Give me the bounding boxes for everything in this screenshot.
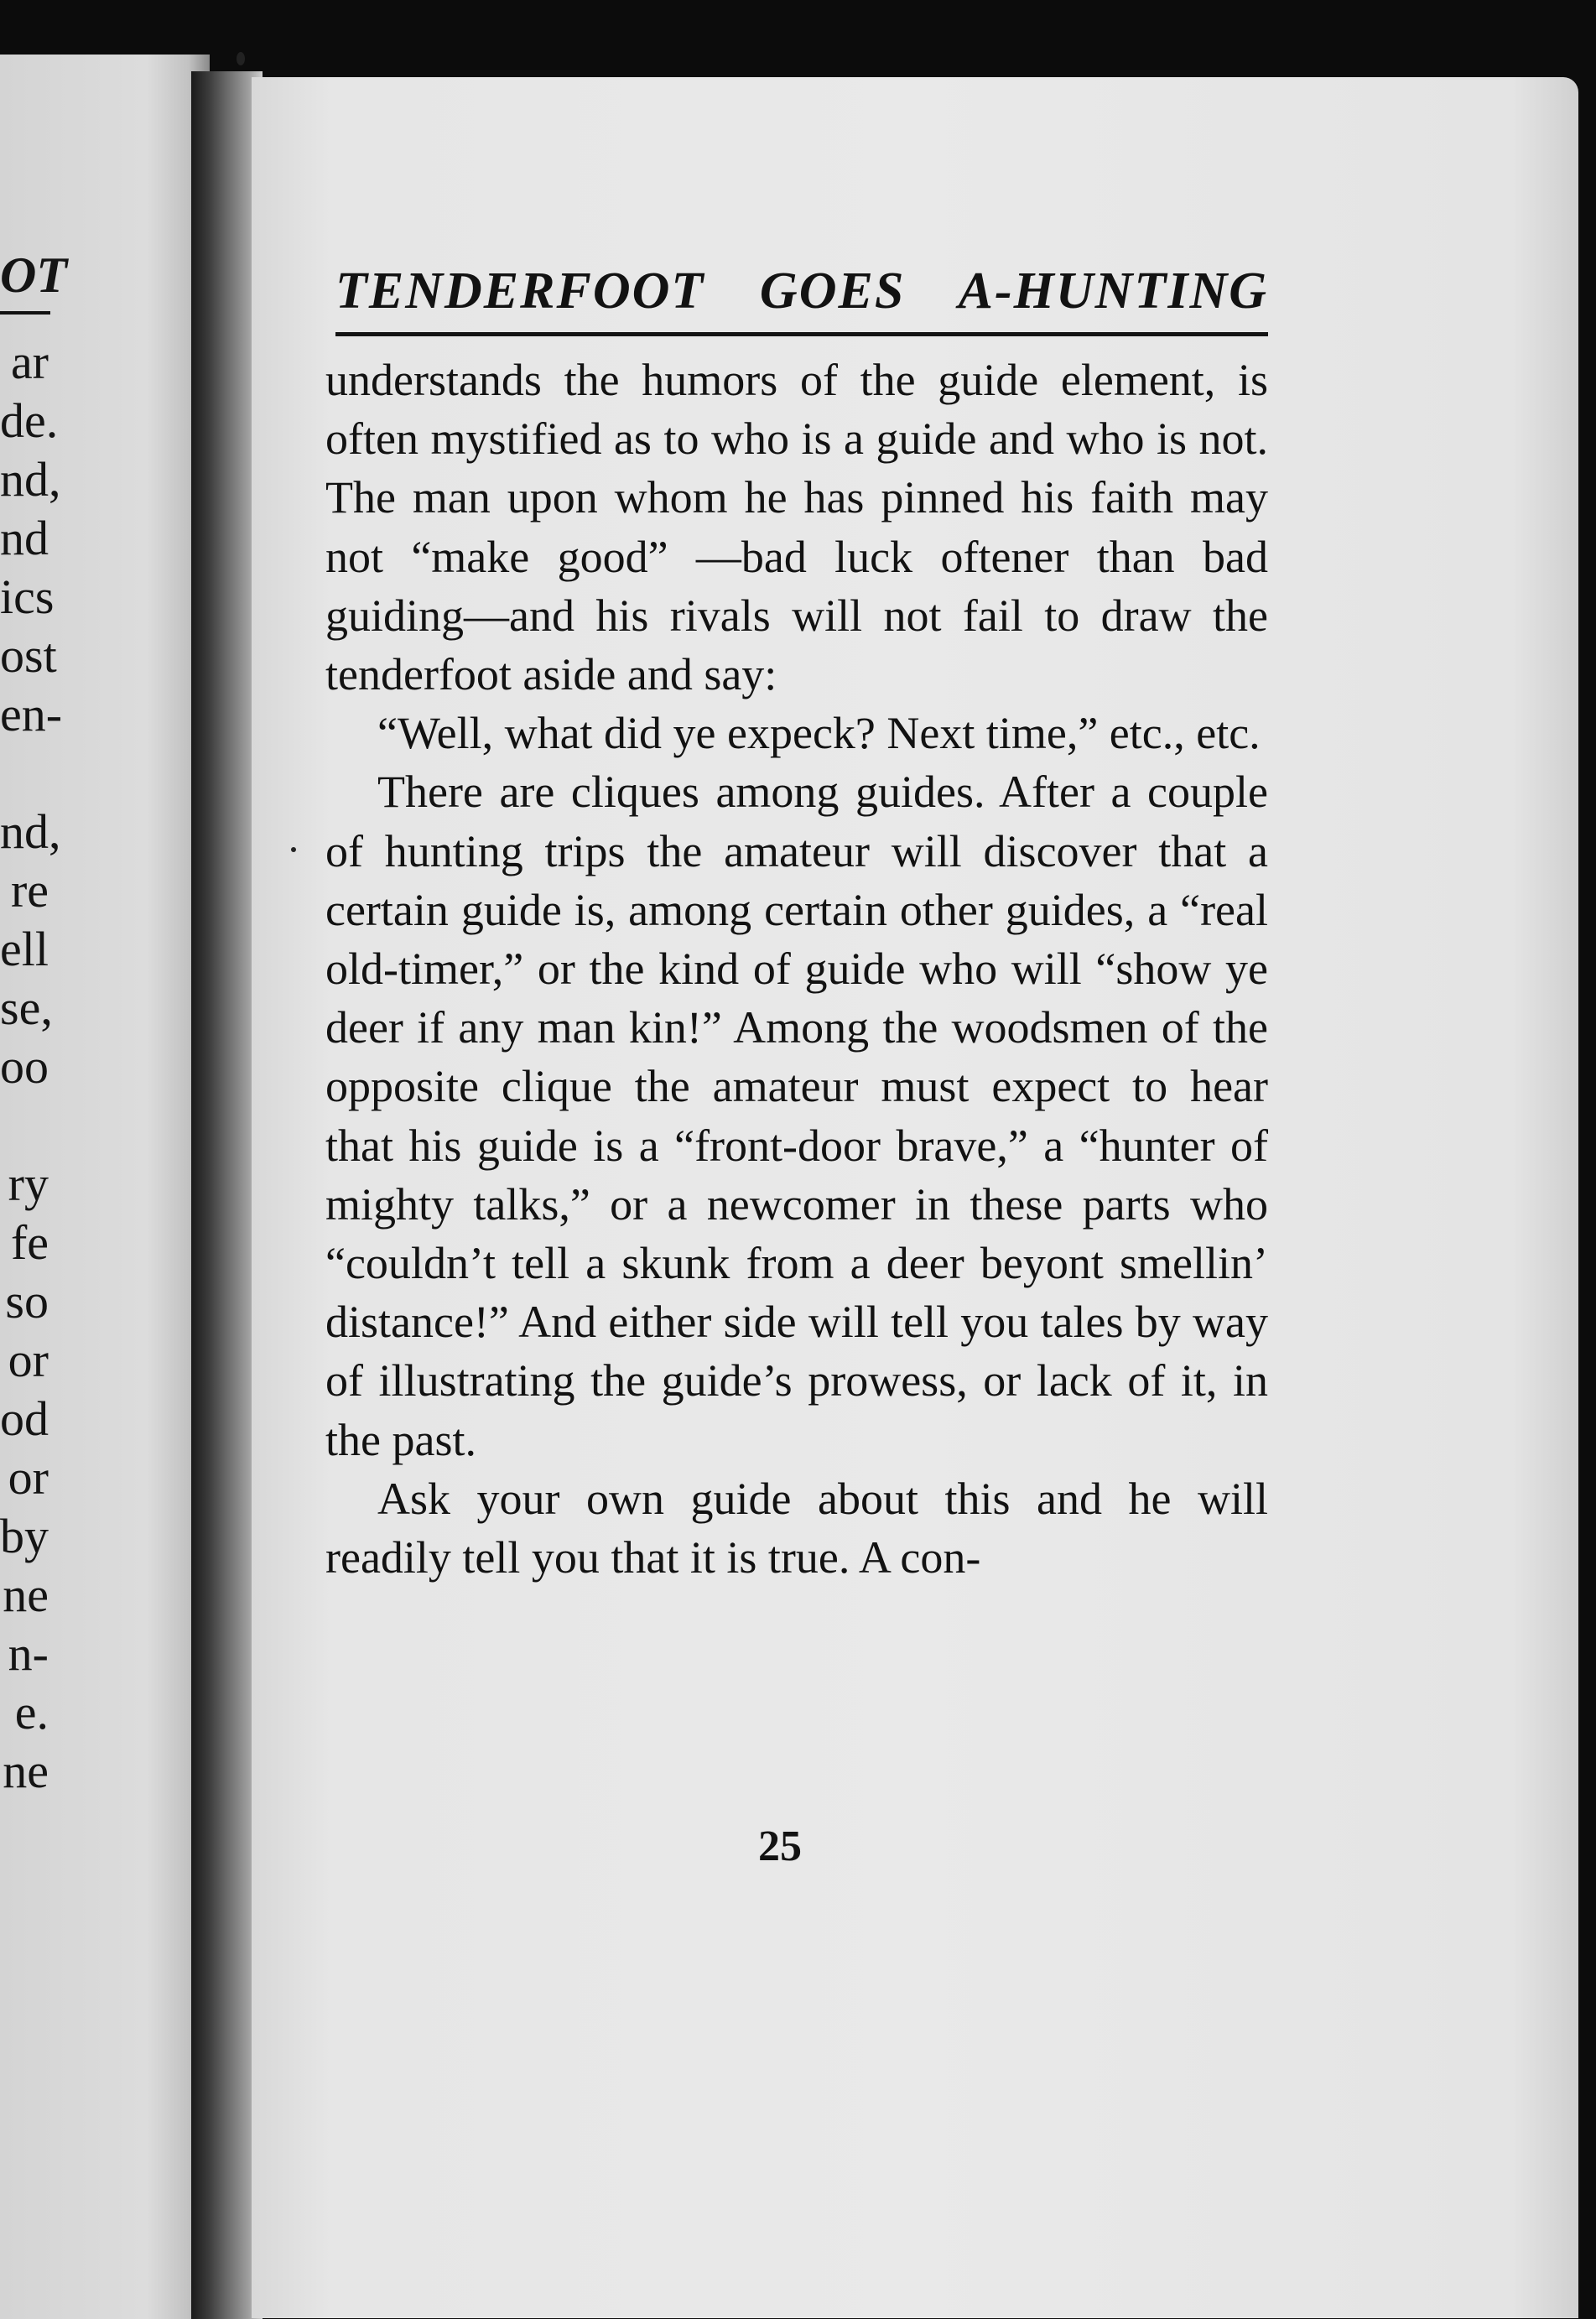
dust-speck [291, 847, 296, 852]
running-head: TENDERFOOT GOES A-HUNTING [335, 263, 1268, 320]
facing-page-text-fragments [0, 55, 67, 2319]
facing-page-line-fragment: ne [3, 1568, 49, 1622]
page-number: 25 [758, 1822, 802, 1870]
facing-page-line-fragment: nd [0, 511, 49, 565]
paragraph: “Well, what did ye expeck? Next time,” etc., etc. [377, 708, 1261, 759]
facing-page-line-fragment [0, 1096, 52, 1155]
facing-page-line-fragment: oo [0, 1039, 49, 1094]
facing-page-line-fragment: ry [8, 1157, 49, 1211]
facing-page-line-fragment: re [10, 863, 49, 918]
facing-page-line-fragment: or [8, 1450, 49, 1505]
facing-page-line-fragment: nd, [0, 804, 61, 859]
facing-page-line-fragment: ost [0, 628, 57, 683]
facing-page-line-fragment: nd, [0, 452, 61, 507]
page-body-text [325, 351, 1268, 1587]
facing-page-line-fragment: by [0, 1509, 49, 1563]
facing-page-line-fragment: fe [10, 1215, 49, 1270]
paragraph: Ask your own guide about this and he will readily tell you that it is true. A con- [325, 1473, 1268, 1583]
facing-page-line-fragment: ar [10, 335, 49, 389]
facing-page [0, 55, 210, 2319]
facing-page-header-rule [0, 311, 50, 315]
header-rule [335, 332, 1268, 336]
facing-page-line-fragment: de. [0, 393, 59, 448]
facing-page-lines [0, 333, 63, 1801]
paragraph: understands the humors of the guide element, is often mystified as to who is a guide and who is not. The man upon whom he has pinned his faith may not “make good” —bad luck oftener than bad guiding—and his rivals will not fail to draw the tenderfoot aside and say: [325, 355, 1268, 700]
dust-speck [237, 52, 245, 65]
facing-page-line-fragment: se, [0, 980, 53, 1035]
facing-page-line-fragment: ics [0, 569, 55, 624]
facing-page-line-fragment: en- [0, 687, 63, 741]
facing-page-line-fragment: ell [0, 922, 49, 976]
facing-page-line-fragment: n- [8, 1626, 49, 1681]
facing-page-running-head-fragment: OT [0, 247, 67, 303]
facing-page-line-fragment: od [0, 1391, 49, 1446]
facing-page-line-fragment [0, 744, 52, 803]
paragraph: There are cliques among guides. After a couple of hunting trips the amateur will discover that a certain guide is, among certain other guides, a “real old-timer,” or the kind of guide who will “show ye deer if any man kin!” Among the woodsmen of the opposite clique the amateur must expect to hear that his guide is a “front-door brave,” a “hunter of mighty talks,” or a newcomer in these parts who “couldn’t tell a skunk from a deer beyont smellin’ distance!” And either side will tell you tales by way of illustrating the guide’s prowess, or lack of it, in the past. [325, 767, 1268, 1465]
facing-page-line-fragment: ne [3, 1744, 49, 1798]
facing-page-line-fragment: or [8, 1333, 49, 1387]
facing-page-line-fragment: so [5, 1274, 49, 1328]
facing-page-line-fragment: e. [14, 1685, 49, 1739]
